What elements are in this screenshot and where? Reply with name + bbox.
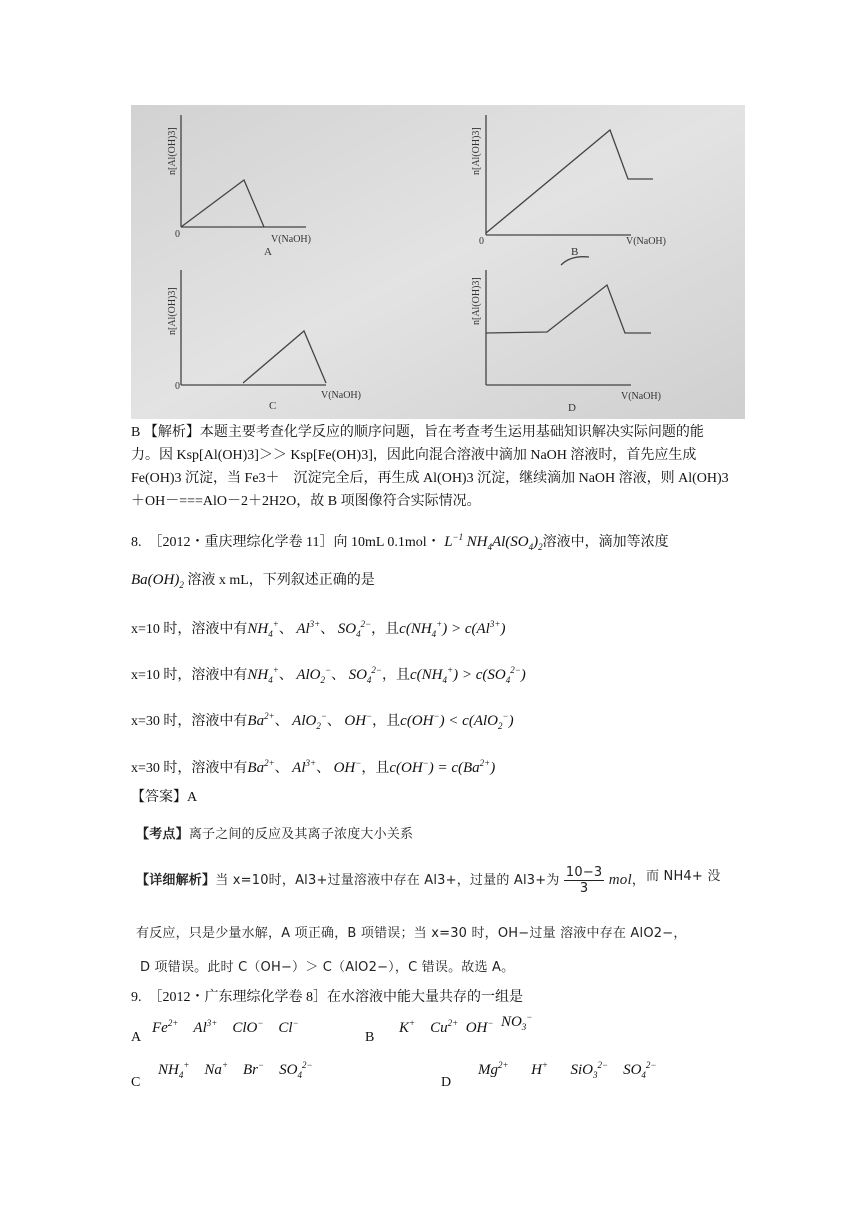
q8-detail-line3: D 项错误。此时 C（OH−）＞ C（AlO2−），C 错误。故选 A。: [140, 960, 515, 975]
analysis-paragraph: [131, 421, 731, 513]
q8-formula: $NH_4Al(SO_4)_2$: [466, 534, 543, 552]
q8-detail-line2: 有反应，只是少量水解，A 项正确，B 项错误；当 x=30 时，OH−过量 溶液中存在 AlO2−，: [136, 926, 687, 941]
q8-detail-line1: 【详细解析】当 x=10时，Al3+过量溶液中存在 Al3+，过量的 Al3+为 $\frac{10-3}{3}$ mol， 而 NH4+ 没: [136, 865, 721, 896]
q8-unit: $L^{-1}$: [444, 532, 464, 550]
q9-option-a-label: A: [131, 1030, 142, 1045]
panel-b-origin: 0: [479, 236, 484, 247]
q8-stem-line2: [131, 569, 375, 597]
q8-option-1: x=10 时，溶液中有$NH_4^+$、 $Al^{3+}$、 $SO_4^{2-}$，且$c(NH_4^+) > c(Al^{3+})$: [131, 619, 506, 639]
panel-c-xlabel: V(NaOH): [321, 390, 361, 401]
q8-option-4: x=30 时，溶液中有$Ba^{2+}$、 $Al^{3+}$、 OH−，且$c(OH^-) = c(Ba^{2+})$: [131, 758, 496, 776]
q9-stem: 9. ［2012・广东理综化学卷 8］在水溶液中能大量共存的一组是: [131, 990, 523, 1005]
q8-source: ［2012・重庆理综化学卷 11］: [148, 535, 334, 550]
q9-option-c-ions: $NH_4^+$ Na+ Br− $SO_4^{2-}$: [158, 1060, 313, 1080]
panel-b-ylabel: n[Al(OH)3]: [471, 127, 482, 175]
panel-a-ylabel: n[Al(OH)3]: [167, 127, 178, 175]
panel-a-origin: 0: [175, 229, 180, 240]
q8-kaodian: 【考点】离子之间的反应及其离子浓度大小关系: [136, 827, 414, 842]
graph-panels: [131, 105, 745, 419]
q9-option-b-label: B: [365, 1030, 375, 1045]
figure-photo: [131, 105, 745, 419]
panel-d-xlabel: V(NaOH): [621, 391, 661, 402]
panel-d-ylabel: n[Al(OH)3]: [471, 277, 482, 325]
analysis-text: 本题主要考查化学反应的顺序问题，旨在考查考生运用基础知识解决实际问题的能力。因 Ksp[Al(OH)3]＞＞ Ksp[Fe(OH)3]，因此向混合溶液中滴加 NaOH 溶液时，首先应生成 Fe(OH)3 沉淀，当 Fe3＋ 沉淀完全后，再生成 Al(OH)3 沉淀，继续滴加 NaOH 溶液，则 Al(OH)3＋OH－===AlO－2＋2H2O，故 B 项图像符合实际情况。: [131, 425, 729, 509]
panel-c-ylabel: n[Al(OH)3]: [167, 287, 178, 335]
q8-stem-a: 向 10mL 0.1mol・: [333, 535, 441, 550]
q9-option-b-ions: K+ $Cu^{2+}$ OH− $NO_3^-$: [399, 1012, 533, 1036]
panel-c-label: C: [269, 400, 277, 412]
q8-reagent: $Ba(OH)_2$: [131, 572, 184, 590]
q8-stem-b: 溶液中，滴加等浓度: [542, 535, 669, 550]
panel-d-label: D: [568, 402, 576, 414]
q8-answer: 【答案】A: [131, 790, 198, 805]
q9-option-a-ions: $Fe^{2+}$ $Al^{3+}$ ClO− Cl−: [152, 1018, 299, 1036]
q9-option-d-ions: $Mg^{2+}$ H+ SiO$_3^{2-}$ $SO_4^{2-}$: [478, 1060, 657, 1080]
q8-fraction: $\frac{10-3}{3}$: [565, 865, 603, 896]
q9-option-c-label: C: [131, 1075, 141, 1090]
panel-c-origin: 0: [175, 381, 180, 392]
q8-stem-line1: [131, 526, 741, 559]
analysis-prefix: B 【解析】: [131, 425, 200, 440]
q9-option-d-label: D: [441, 1075, 452, 1090]
panel-a-xlabel: V(NaOH): [271, 234, 311, 245]
panel-b-label: B: [571, 246, 579, 258]
q8-option-2: x=10 时，溶液中有$NH_4^+$、 AlO$_2$−、 $SO_4^{2-}$，且$c(NH_4^+) > c(SO_4^{2-})$: [131, 665, 526, 685]
panel-a-label: A: [264, 246, 272, 258]
q8-stem-c: 溶液 x mL，下列叙述正确的是: [187, 573, 375, 588]
q8-option-3: x=30 时，溶液中有$Ba^{2+}$、 AlO$_2$−、 OH−，且c(OH−) < c(AlO$_2$−): [131, 711, 514, 731]
panel-b-xlabel: V(NaOH): [626, 236, 666, 247]
q8-number: 8.: [131, 535, 142, 550]
